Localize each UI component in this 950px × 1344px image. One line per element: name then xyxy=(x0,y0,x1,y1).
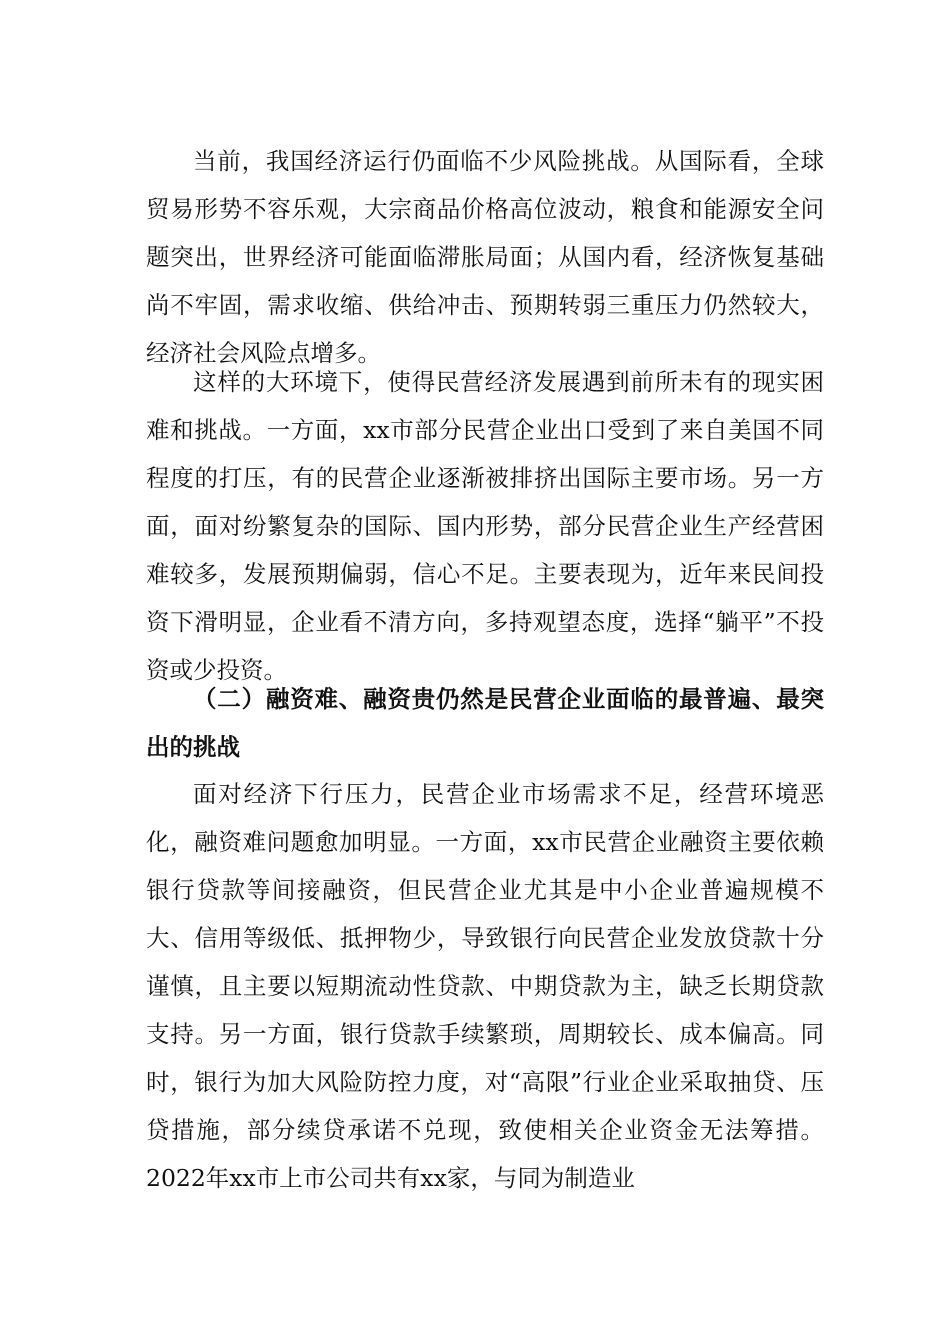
paragraph-block-1 xyxy=(146,137,824,377)
section-heading-financing: （二）融资难、融资贵仍然是民营企业面临的最普遍、最突出的挑战 xyxy=(146,685,824,761)
section-heading-block xyxy=(146,675,824,771)
paragraph-block-4 xyxy=(146,770,824,1202)
paragraph-block-2 xyxy=(146,358,824,694)
body-paragraph-private-economy-difficulties: 这样的大环境下，使得民营经济发展遇到前所未有的现实困难和挑战。一方面，xx市部分民营企业出口受到了来自美国不同程度的打压，有的民营企业逐渐被排挤出国际主要市场。另一方面，面对纷繁复杂的国际、国内形势，部分民营企业生产经营困难较多，发展预期偏弱，信心不足。主要表现为，近年来民间投资下滑明显，企业看不清方向，多持观望态度，选择“躺平”不投资或少投资。 xyxy=(146,368,824,684)
body-paragraph-financing-difficulties: 面对经济下行压力，民营企业市场需求不足，经营环境恶化，融资难问题愈加明显。一方面，xx市民营企业融资主要依赖银行贷款等间接融资，但民营企业尤其是中小企业普遍规模不大、信用等级低、抵押物少，导致银行向民营企业发放贷款十分谨慎，且主要以短期流动性贷款、中期贷款为主，缺乏长期贷款支持。另一方面，银行贷款手续繁琐，周期较长、成本偏高。同时，银行为加大风险防控力度，对“高限”行业企业采取抽贷、压贷措施，部分续贷承诺不兑现，致使相关企业资金无法筹措。2022年xx市上市公司共有xx家，与同为制造业 xyxy=(146,780,824,1192)
body-paragraph-risk-challenges: 当前，我国经济运行仍面临不少风险挑战。从国际看，全球贸易形势不容乐观，大宗商品价格高位波动，粮食和能源安全问题突出，世界经济可能面临滞胀局面；从国内看，经济恢复基础尚不牢固，需求收缩、供给冲击、预期转弱三重压力仍然较大，经济社会风险点增多。 xyxy=(146,147,824,367)
